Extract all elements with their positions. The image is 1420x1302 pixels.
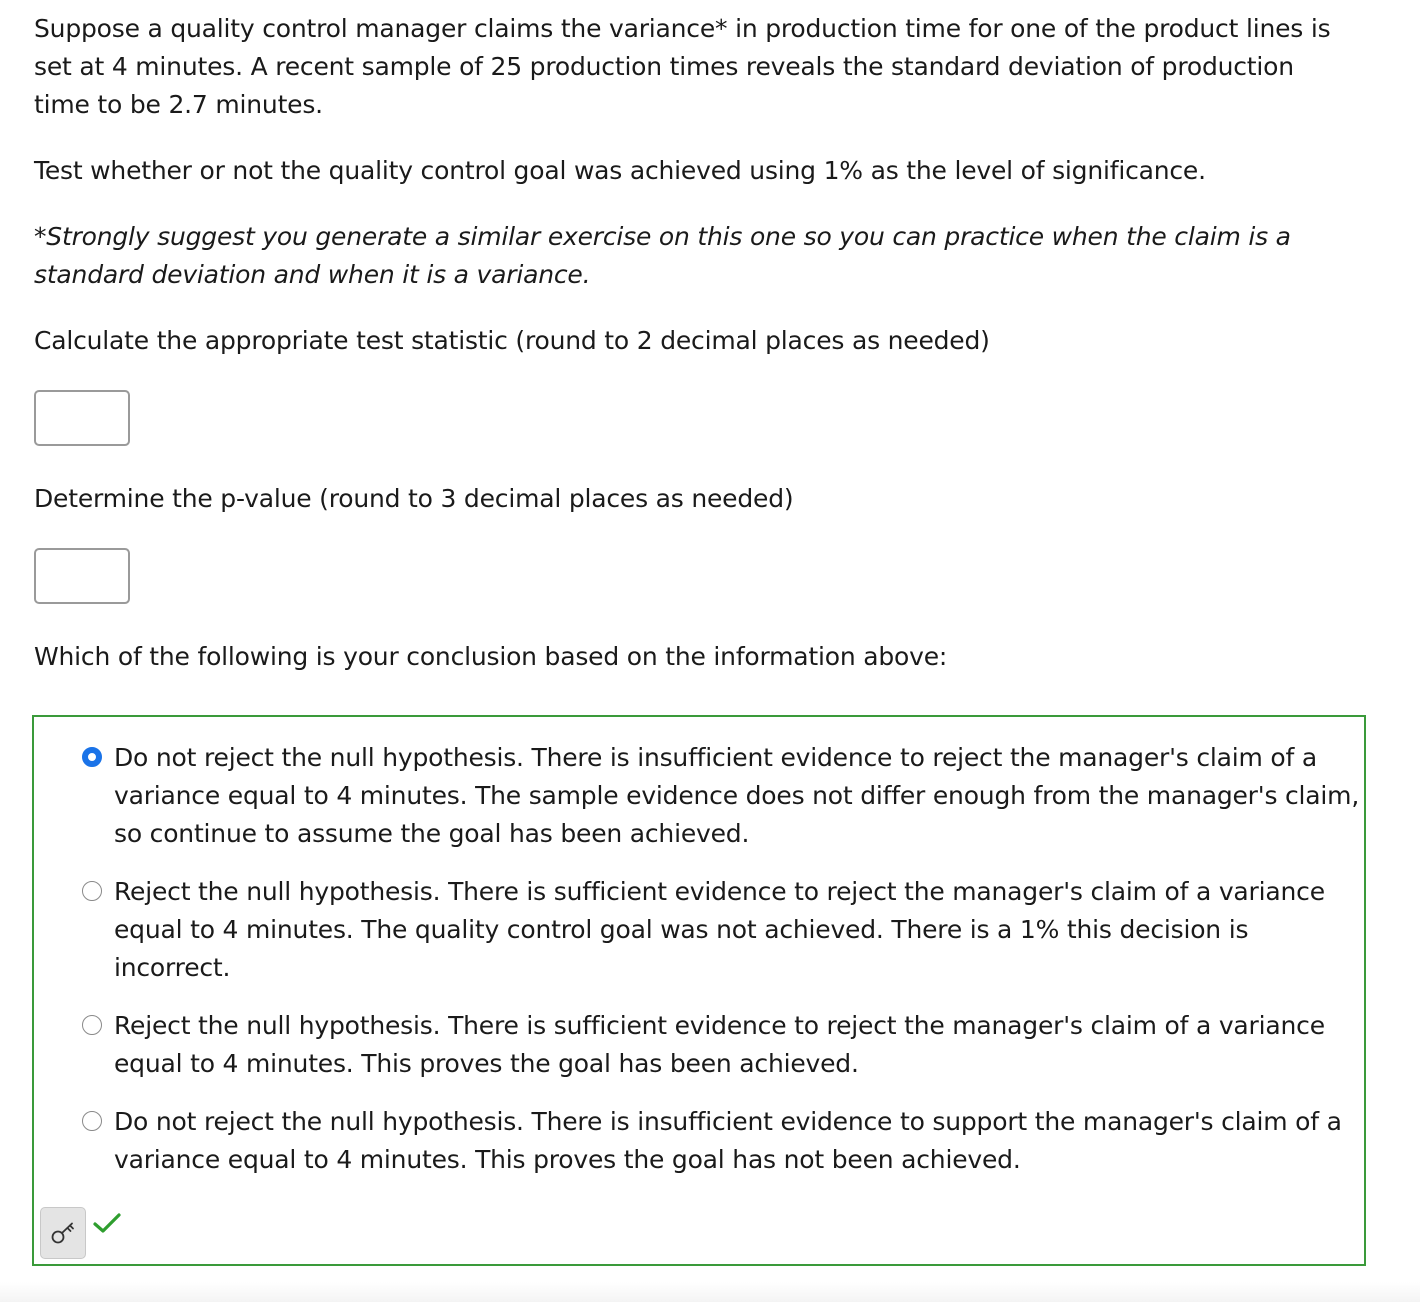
test-statistic-input[interactable] [34,390,130,446]
radio-icon[interactable] [82,881,102,901]
choice-label: Reject the null hypothesis. There is sufficient evidence to reject the manager's claim of a variance equal to 4 minutes. This proves the goal has been achieved. [114,1011,1325,1078]
conclusion-choices [32,715,1366,1266]
choice-option-1[interactable] [82,739,1362,853]
radio-icon[interactable] [82,1015,102,1035]
p-value-input[interactable] [34,548,130,604]
page-footer-shade [0,1282,1420,1302]
choice-option-2[interactable] [82,873,1362,987]
choice-label: Do not reject the null hypothesis. There is insufficient evidence to support the manager's claim of a variance equal to 4 minutes. This proves the goal has not been achieved. [114,1107,1342,1174]
question-task: Test whether or not the quality control goal was achieved using 1% as the level of significance. [34,156,1206,185]
question-intro: Suppose a quality control manager claims the variance* in production time for one of the product lines is set at 4 minutes. A recent sample of 25 production times reveals the standard deviation of production time to be 2.7 minutes. [34,14,1331,119]
key-icon [50,1220,76,1246]
choice-label: Do not reject the null hypothesis. There is insufficient evidence to reject the manager's claim of a variance equal to 4 minutes. The sample evidence does not differ enough from the manager's claim, so continue to assume the goal has been achieved. [114,743,1360,848]
question-note: *Strongly suggest you generate a similar exercise on this one so you can practice when the claim is a standard deviation and when it is a variance. [34,222,1291,289]
show-answer-button[interactable] [40,1207,86,1259]
checkmark-icon [92,1211,122,1235]
radio-selected-icon[interactable] [82,747,102,767]
choice-option-4[interactable] [82,1103,1362,1179]
choice-option-3[interactable] [82,1007,1362,1083]
p-value-prompt: Determine the p-value (round to 3 decimal places as needed) [34,484,794,513]
choice-label: Reject the null hypothesis. There is sufficient evidence to reject the manager's claim of a variance equal to 4 minutes. The quality control goal was not achieved. There is a 1% this decision is incorrect. [114,877,1325,982]
radio-icon[interactable] [82,1111,102,1131]
conclusion-prompt: Which of the following is your conclusion based on the information above: [34,642,948,671]
test-statistic-prompt: Calculate the appropriate test statistic (round to 2 decimal places as needed) [34,326,990,355]
